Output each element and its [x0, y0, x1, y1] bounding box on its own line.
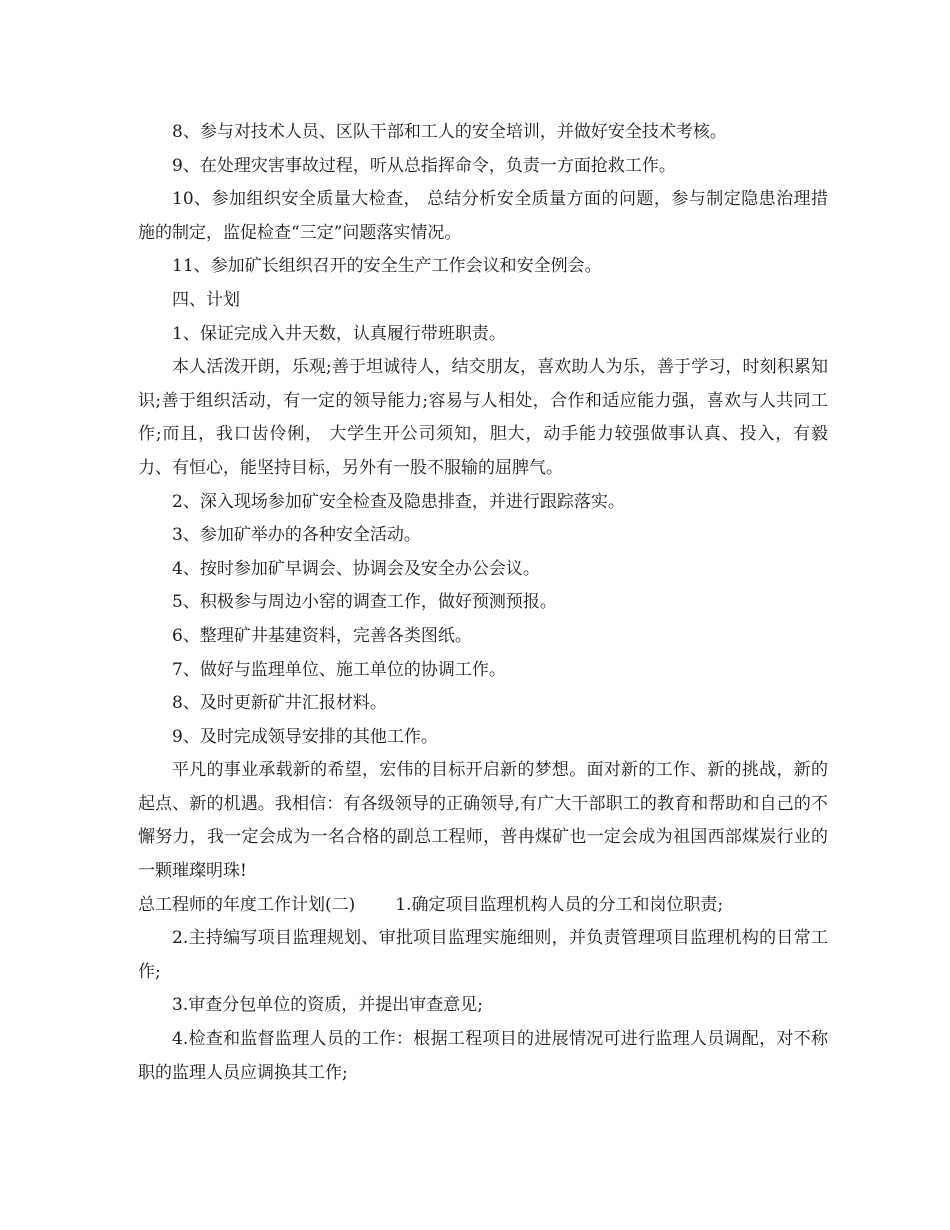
paragraph: 8、参与对技术人员、区队干部和工人的安全培训，并做好安全技术考核。 [172, 122, 727, 142]
paragraph: 4、按时参加矿早调会、协调会及安全办公会议。 [172, 558, 540, 579]
paragraph: 平凡的事业承载新的希望，宏伟的目标开启新的梦想。面对新的工作、新的挑战，新的起点、新的机遇。我相信：有各级领导的正确领导,有广大干部职工的教育和帮助和自己的不懈努力，我一定会成为一名合格的副总工程师，普冉煤矿也一定会成为祖国西部煤炭行业的一颗璀璨明珠! [138, 760, 828, 882]
section-title: 总工程师的年度工作计划(二) [138, 894, 356, 915]
section-heading: 四、计划 [172, 289, 240, 310]
paragraph: 5、积极参与周边小窑的调查工作，做好预测预报。 [172, 592, 557, 613]
paragraph: 本人活泼开朗，乐观;善于坦诚待人，结交朋友，喜欢助人为乐，善于学习，时刻积累知识;善于组织活动，有一定的领导能力;容易与人相处，合作和适应能力强，喜欢与人共同工作;而且，我口齿伶俐， 大学生开公司须知，胆大，动手能力较强做事认真、投入，有毅力、有恒心，能坚持目标，另外有一股不服输的屈脾气。 [138, 357, 828, 478]
paragraph: 3.审查分包单位的资质，并提出审查意见; [172, 995, 483, 1016]
list-item: 1.确定项目监理机构人员的分工和岗位职责; [395, 894, 724, 915]
document-body [138, 116, 828, 1090]
paragraph: 1、保证完成入井天数，认真履行带班职责。 [172, 323, 506, 344]
paragraph: 8、及时更新矿井汇报材料。 [172, 693, 387, 714]
paragraph: 9、在处理灾害事故过程，听从总指挥命令，负责一方面抢救工作。 [172, 155, 676, 176]
paragraph: 4.检查和监督监理人员的工作：根据工程项目的进展情况可进行监理人员调配，对不称职的监理人员应调换其工作; [138, 1029, 828, 1083]
paragraph: 11、参加矿长组织召开的安全生产工作会议和安全例会。 [172, 256, 602, 277]
paragraph: 2、深入现场参加矿安全检查及隐患排查，并进行跟踪落实。 [172, 491, 625, 512]
section-title-line [138, 889, 828, 923]
paragraph: 9、及时完成领导安排的其他工作。 [172, 726, 438, 747]
paragraph: 10、参加组织安全质量大检查， 总结分析安全质量方面的问题，参与制定隐患治理措施的制定，监促检查“三定”问题落实情况。 [138, 189, 828, 243]
paragraph: 6、整理矿井基建资料，完善各类图纸。 [172, 625, 472, 646]
paragraph: 3、参加矿举办的各种安全活动。 [172, 525, 421, 546]
paragraph: 2.主持编写项目监理规划、审批项目监理实施细则，并负责管理项目监理机构的日常工作; [138, 928, 828, 982]
paragraph: 7、做好与监理单位、施工单位的协调工作。 [172, 659, 506, 680]
